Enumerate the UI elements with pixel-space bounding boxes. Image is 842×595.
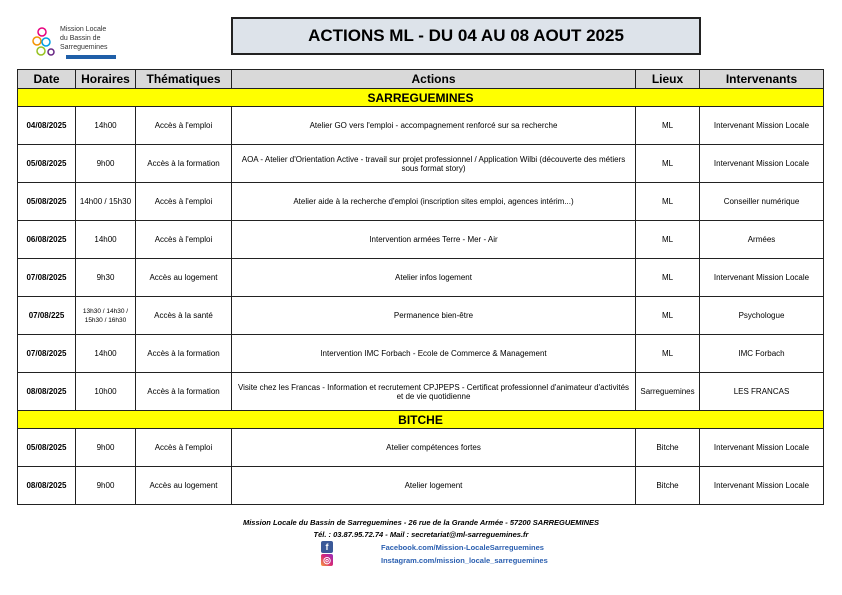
- mission-locale-logo: [32, 24, 122, 62]
- header-intervenants: Intervenants: [700, 70, 824, 89]
- page-title: ACTIONS ML - DU 04 AU 08 AOUT 2025: [231, 17, 701, 55]
- table-row: [18, 221, 824, 259]
- cell-action: Atelier compétences fortes: [232, 429, 636, 467]
- cell-speaker: Intervenant Mission Locale: [700, 145, 824, 183]
- header-actions: Actions: [232, 70, 636, 89]
- footer-contact: Tél. : 03.87.95.72.74 - Mail : secretariat@ml-sarreguemines.fr: [313, 530, 529, 539]
- cell-place: ML: [636, 335, 700, 373]
- table-header-row: [18, 70, 824, 89]
- header-lieux: Lieux: [636, 70, 700, 89]
- facebook-line: [321, 541, 544, 553]
- cell-date: 07/08/2025: [18, 259, 76, 297]
- cell-date: 08/08/2025: [18, 467, 76, 505]
- cell-speaker: Intervenant Mission Locale: [700, 467, 824, 505]
- cell-date: 04/08/2025: [18, 107, 76, 145]
- footer-address: Mission Locale du Bassin de Sarreguemines - 26 rue de la Grande Armée - 57200 SARREGUEMINES: [242, 518, 600, 527]
- cell-time: 14h00: [76, 221, 136, 259]
- logo-bar: [66, 55, 116, 59]
- cell-action: Atelier logement: [232, 467, 636, 505]
- section-title: BITCHE: [18, 411, 824, 429]
- cell-speaker: IMC Forbach: [700, 335, 824, 373]
- section-row-sarreguemines: [18, 89, 824, 107]
- cell-place: ML: [636, 221, 700, 259]
- facebook-link[interactable]: Facebook.com/Mission-LocaleSarreguemines: [381, 542, 544, 552]
- table-row: [18, 107, 824, 145]
- cell-theme: Accès à l'emploi: [136, 183, 232, 221]
- table-row: [18, 259, 824, 297]
- cell-date: 08/08/2025: [18, 373, 76, 411]
- cell-date: 05/08/2025: [18, 183, 76, 221]
- instagram-link[interactable]: Instagram.com/mission_locale_sarreguemines: [381, 555, 548, 565]
- cell-date: 05/08/2025: [18, 429, 76, 467]
- cell-theme: Accès à la santé: [136, 297, 232, 335]
- cell-time: 10h00: [76, 373, 136, 411]
- cell-theme: Accès à la formation: [136, 373, 232, 411]
- cell-action: Permanence bien-être: [232, 297, 636, 335]
- cell-speaker: Conseiller numérique: [700, 183, 824, 221]
- logo-circles-icon: [32, 24, 62, 60]
- cell-action: Atelier infos logement: [232, 259, 636, 297]
- cell-place: Sarreguemines: [636, 373, 700, 411]
- cell-date: 06/08/2025: [18, 221, 76, 259]
- table-row: [18, 467, 824, 505]
- table-row: [18, 183, 824, 221]
- cell-action: Atelier GO vers l'emploi - accompagnement renforcé sur sa recherche: [232, 107, 636, 145]
- cell-speaker: Intervenant Mission Locale: [700, 107, 824, 145]
- cell-theme: Accès au logement: [136, 467, 232, 505]
- cell-place: ML: [636, 107, 700, 145]
- cell-time: 9h30: [76, 259, 136, 297]
- actions-table: [17, 69, 824, 505]
- cell-action: Intervention armées Terre - Mer - Air: [232, 221, 636, 259]
- cell-place: ML: [636, 297, 700, 335]
- cell-theme: Accès à la formation: [136, 145, 232, 183]
- cell-speaker: Psychologue: [700, 297, 824, 335]
- cell-theme: Accès à l'emploi: [136, 107, 232, 145]
- table-row: [18, 373, 824, 411]
- cell-date: 07/08/2025: [18, 335, 76, 373]
- section-title: SARREGUEMINES: [18, 89, 824, 107]
- cell-theme: Accès au logement: [136, 259, 232, 297]
- cell-speaker: Armées: [700, 221, 824, 259]
- table-row: [18, 297, 824, 335]
- cell-action: Visite chez les Francas - Information et recrutement CPJPEPS - Certificat professionnel d'animateur d'activités et de vie quotidienne: [232, 373, 636, 411]
- cell-date: 07/08/225: [18, 297, 76, 335]
- cell-time: 13h30 / 14h30 / 15h30 / 16h30: [76, 297, 136, 335]
- cell-time: 14h00: [76, 335, 136, 373]
- cell-place: ML: [636, 259, 700, 297]
- cell-time: 9h00: [76, 467, 136, 505]
- cell-action: AOA - Atelier d'Orientation Active - travail sur projet professionnel / Application Wilbi (découverte des métiers sous format story): [232, 145, 636, 183]
- cell-time: 14h00 / 15h30: [76, 183, 136, 221]
- cell-theme: Accès à la formation: [136, 335, 232, 373]
- cell-time: 9h00: [76, 145, 136, 183]
- cell-date: 05/08/2025: [18, 145, 76, 183]
- cell-theme: Accès à l'emploi: [136, 429, 232, 467]
- cell-place: ML: [636, 145, 700, 183]
- cell-action: Atelier aide à la recherche d'emploi (inscription sites emploi, agences intérim...): [232, 183, 636, 221]
- instagram-icon: ◎: [321, 554, 333, 566]
- logo-line-3: Sarreguemines: [60, 44, 108, 51]
- header-horaires: Horaires: [76, 70, 136, 89]
- facebook-icon: f: [321, 541, 333, 553]
- logo-line-2: du Bassin de: [60, 35, 101, 42]
- header-thematiques: Thématiques: [136, 70, 232, 89]
- logo-line-1: Mission Locale: [60, 26, 107, 33]
- cell-speaker: Intervenant Mission Locale: [700, 259, 824, 297]
- table-row: [18, 429, 824, 467]
- cell-speaker: LES FRANCAS: [700, 373, 824, 411]
- cell-place: ML: [636, 183, 700, 221]
- cell-time: 14h00: [76, 107, 136, 145]
- cell-place: Bitche: [636, 467, 700, 505]
- cell-speaker: Intervenant Mission Locale: [700, 429, 824, 467]
- cell-action: Intervention IMC Forbach - Ecole de Commerce & Management: [232, 335, 636, 373]
- cell-theme: Accès à l'emploi: [136, 221, 232, 259]
- header-date: Date: [18, 70, 76, 89]
- instagram-line: [321, 554, 548, 566]
- cell-time: 9h00: [76, 429, 136, 467]
- table-row: [18, 145, 824, 183]
- section-row-bitche: [18, 411, 824, 429]
- table-row: [18, 335, 824, 373]
- cell-place: Bitche: [636, 429, 700, 467]
